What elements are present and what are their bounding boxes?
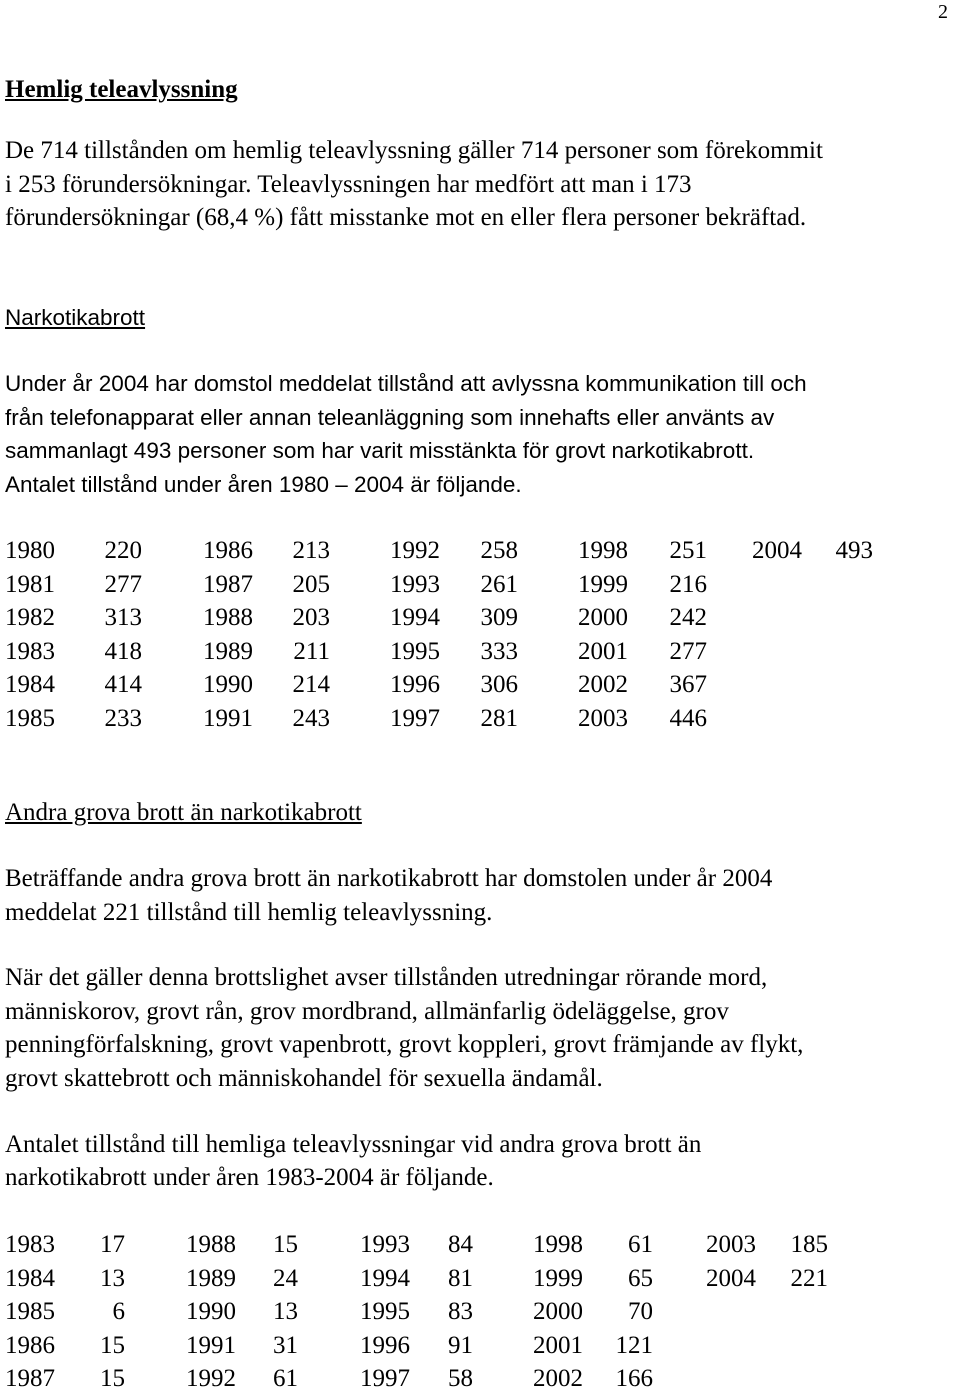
table-value: 306 [480, 671, 518, 698]
table-year: 2004 [752, 537, 802, 564]
table-value: 216 [669, 570, 707, 598]
table-value: 61 [628, 1231, 653, 1258]
table-year: 1999 [533, 1264, 583, 1292]
table-year: 1988 [203, 604, 253, 631]
table-value: 418 [104, 637, 142, 665]
table-value: 166 [615, 1365, 653, 1392]
table-year: 1999 [578, 570, 628, 598]
table-year: 1990 [203, 671, 253, 698]
table-value: 211 [293, 637, 330, 665]
table-year: 1998 [578, 537, 628, 564]
andra-para3-line: Antalet tillstånd till hemliga teleavlyssningar vid andra grova brott än [5, 1131, 702, 1158]
table-value: 251 [669, 537, 707, 564]
table-value: 414 [104, 671, 142, 698]
table-value: 205 [292, 570, 330, 598]
andra-para2-line: människorov, grovt rån, grov mordbrand, allmänfarlig ödeläggelse, grov [5, 998, 729, 1025]
table-value: 17 [100, 1231, 125, 1258]
table-year: 1985 [5, 1298, 55, 1325]
table-year: 1989 [203, 637, 253, 665]
table-value: 221 [790, 1264, 828, 1292]
table-value: 70 [628, 1298, 653, 1325]
table-value: 203 [292, 604, 330, 631]
narkotika-text-line: Under år 2004 har domstol meddelat tillstånd att avlyssna kommunikation till och [5, 371, 807, 396]
table-year: 1997 [390, 704, 440, 732]
table-year: 1991 [203, 704, 253, 732]
table-year: 2003 [578, 704, 628, 732]
table-value: 31 [273, 1331, 298, 1359]
table-value: 6 [112, 1298, 125, 1325]
table-value: 65 [628, 1264, 653, 1292]
intro-line: i 253 förundersökningar. Teleavlyssningen har medfört att man i 173 [5, 171, 692, 198]
intro-line: förundersökningar (68,4 %) fått misstanke mot en eller flera personer bekräftad. [5, 204, 807, 231]
andra-para3-line: narkotikabrott under åren 1983-2004 är följande. [5, 1164, 494, 1191]
table-year: 1986 [203, 537, 253, 564]
table-value: 214 [292, 671, 330, 698]
table-year: 2000 [578, 604, 628, 631]
table-year: 1995 [390, 637, 440, 665]
table-year: 1983 [5, 637, 55, 665]
table-year: 1990 [186, 1298, 236, 1325]
andra-para1-line: meddelat 221 tillstånd till hemlig teleavlyssning. [5, 899, 493, 926]
narkotika-text-line: sammanlagt 493 personer som har varit misstänkta för grovt narkotikabrott. [5, 438, 755, 463]
table-value: 61 [273, 1365, 298, 1392]
table-year: 1989 [186, 1264, 236, 1292]
table-year: 1993 [390, 570, 440, 598]
table-value: 58 [448, 1365, 473, 1392]
table-value: 261 [480, 570, 518, 598]
table-year: 2001 [578, 637, 628, 665]
narkotika-text-line: från telefonapparat eller annan teleanläggning som innehafts eller använts av [5, 405, 775, 430]
table-value: 121 [615, 1331, 653, 1359]
table-year: 1998 [533, 1231, 583, 1258]
table-year: 1987 [203, 570, 253, 598]
table-value: 243 [292, 704, 330, 732]
table-year: 1984 [5, 671, 55, 698]
table-year: 1987 [5, 1365, 55, 1392]
table-year: 1984 [5, 1264, 55, 1292]
table-year: 1982 [5, 604, 55, 631]
table-value: 367 [669, 671, 707, 698]
andra-para2-line: penningförfalskning, grovt vapenbrott, grovt koppleri, grovt främjande av flykt, [5, 1031, 804, 1058]
table-value: 91 [448, 1331, 473, 1359]
intro-line: De 714 tillstånden om hemlig teleavlyssning gäller 714 personer som förekommit [5, 137, 823, 164]
table-value: 15 [100, 1331, 125, 1359]
table-value: 446 [669, 704, 707, 732]
table-year: 1983 [5, 1231, 55, 1258]
table-year: 1988 [186, 1231, 236, 1258]
table-year: 1995 [360, 1298, 410, 1325]
table-year: 2003 [706, 1231, 756, 1258]
table-value: 15 [100, 1365, 125, 1392]
table-year: 1981 [5, 570, 55, 598]
heading-andra-grova-brott: Andra grova brott än narkotikabrott [5, 799, 362, 826]
table-value: 83 [448, 1298, 473, 1325]
table-year: 1996 [360, 1331, 410, 1359]
narkotika-text-line: Antalet tillstånd under åren 1980 – 2004 är följande. [5, 472, 522, 497]
table-year: 1991 [186, 1331, 236, 1359]
table-year: 1994 [360, 1264, 410, 1292]
table-year: 2001 [533, 1331, 583, 1359]
table-value: 313 [104, 604, 142, 631]
table-value: 213 [292, 537, 330, 564]
table-year: 1992 [390, 537, 440, 564]
table-year: 1994 [390, 604, 440, 631]
table-year: 1985 [5, 704, 55, 732]
table-value: 15 [273, 1231, 298, 1258]
table-value: 242 [669, 604, 707, 631]
table-value: 493 [835, 537, 873, 564]
table-value: 281 [480, 704, 518, 732]
table-year: 1992 [186, 1365, 236, 1392]
table-year: 1997 [360, 1365, 410, 1392]
table-value: 84 [448, 1231, 473, 1258]
page-number: 2 [938, 1, 948, 23]
table-value: 13 [273, 1298, 298, 1325]
andra-para2-line: grovt skattebrott och människohandel för sexuella ändamål. [5, 1065, 603, 1092]
table-value: 185 [790, 1231, 828, 1258]
table-year: 2002 [578, 671, 628, 698]
table-value: 333 [480, 637, 518, 665]
table-value: 277 [104, 570, 142, 598]
table-year: 1993 [360, 1231, 410, 1258]
heading-hemlig-teleavlyssning: Hemlig teleavlyssning [5, 76, 238, 103]
table-year: 1980 [5, 537, 55, 564]
table-value: 24 [273, 1264, 298, 1292]
heading-narkotikabrott: Narkotikabrott [5, 305, 146, 330]
table-value: 13 [100, 1264, 125, 1292]
table-value: 258 [480, 537, 518, 564]
table-year: 1996 [390, 671, 440, 698]
andra-para2-line: När det gäller denna brottslighet avser tillstånden utredningar rörande mord, [5, 964, 768, 991]
table-value: 81 [448, 1264, 473, 1292]
table-year: 2002 [533, 1365, 583, 1392]
table-value: 277 [669, 637, 707, 665]
table-value: 220 [104, 537, 142, 564]
table-year: 2000 [533, 1298, 583, 1325]
andra-para1-line: Beträffande andra grova brott än narkotikabrott har domstolen under år 2004 [5, 865, 773, 892]
table-value: 233 [104, 704, 142, 732]
table-year: 1986 [5, 1331, 55, 1359]
table-value: 309 [480, 604, 518, 631]
table-year: 2004 [706, 1264, 756, 1292]
